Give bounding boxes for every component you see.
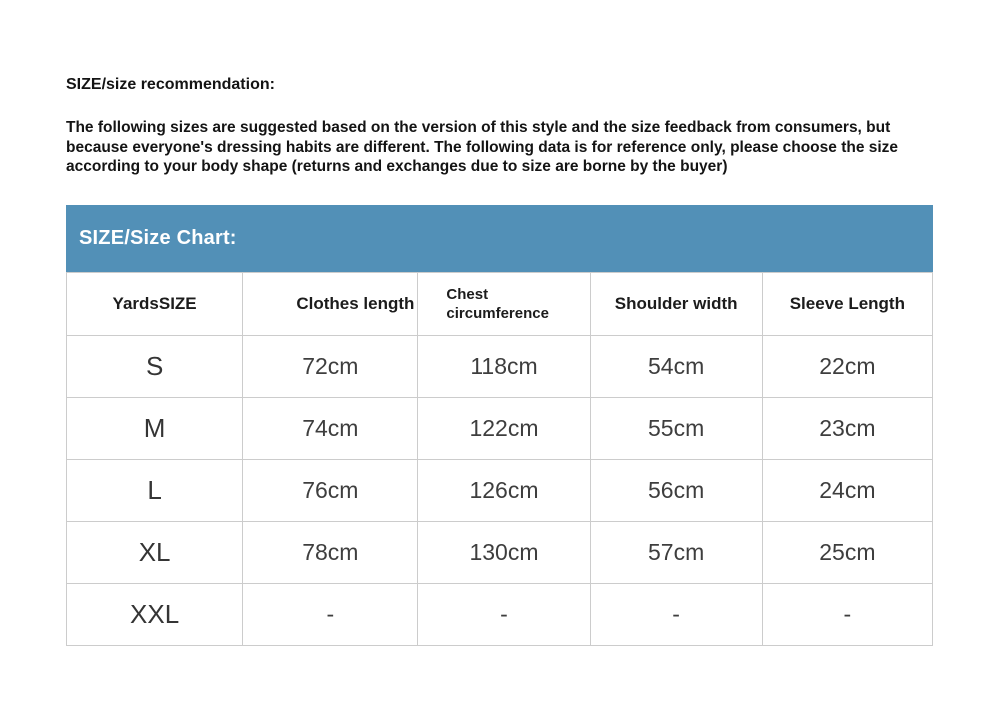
- cell-shoulder-width: 54cm: [590, 335, 762, 397]
- column-header-size: YardsSIZE: [67, 272, 243, 335]
- size-recommendation-heading: SIZE/size recommendation:: [66, 76, 275, 93]
- cell-size: M: [67, 397, 243, 459]
- cell-clothes-length: 78cm: [243, 521, 418, 583]
- cell-sleeve-length: 22cm: [762, 335, 932, 397]
- column-header-sleeve-length: Sleeve Length: [762, 272, 932, 335]
- table-row-xxl: [67, 583, 933, 645]
- table-header-row: [67, 272, 933, 335]
- cell-chest-circumference: -: [418, 583, 590, 645]
- cell-chest-circumference: 118cm: [418, 335, 590, 397]
- cell-sleeve-length: -: [762, 583, 932, 645]
- column-header-shoulder-width: Shoulder width: [590, 272, 762, 335]
- cell-shoulder-width: 55cm: [590, 397, 762, 459]
- size-recommendation-text: The following sizes are suggested based on the version of this style and the size feedback from consumers, but because everyone's dressing habits are different. The following data is for reference only, please choose the size according to your body shape (returns and exchanges due to size are borne by the buyer): [66, 119, 899, 175]
- table-row-m: [67, 397, 933, 459]
- cell-shoulder-width: -: [590, 583, 762, 645]
- cell-size: S: [67, 335, 243, 397]
- cell-shoulder-width: 56cm: [590, 459, 762, 521]
- table-row-l: [67, 459, 933, 521]
- cell-clothes-length: -: [243, 583, 418, 645]
- column-header-chest-circumference: Chest circumference: [418, 272, 590, 335]
- cell-clothes-length: 74cm: [243, 397, 418, 459]
- cell-sleeve-length: 24cm: [762, 459, 932, 521]
- size-chart-banner: [66, 205, 933, 272]
- cell-sleeve-length: 25cm: [762, 521, 932, 583]
- size-chart-title: SIZE/Size Chart:: [79, 226, 237, 249]
- cell-shoulder-width: 57cm: [590, 521, 762, 583]
- cell-size: XL: [67, 521, 243, 583]
- cell-clothes-length: 72cm: [243, 335, 418, 397]
- cell-chest-circumference: 130cm: [418, 521, 590, 583]
- cell-size: L: [67, 459, 243, 521]
- cell-chest-circumference: 126cm: [418, 459, 590, 521]
- cell-chest-circumference: 122cm: [418, 397, 590, 459]
- table-row-s: [67, 335, 933, 397]
- cell-size: XXL: [67, 583, 243, 645]
- cell-sleeve-length: 23cm: [762, 397, 932, 459]
- cell-clothes-length: 76cm: [243, 459, 418, 521]
- table-row-xl: [67, 521, 933, 583]
- size-chart-table: [66, 272, 933, 646]
- column-header-clothes-length: Clothes length: [243, 272, 418, 335]
